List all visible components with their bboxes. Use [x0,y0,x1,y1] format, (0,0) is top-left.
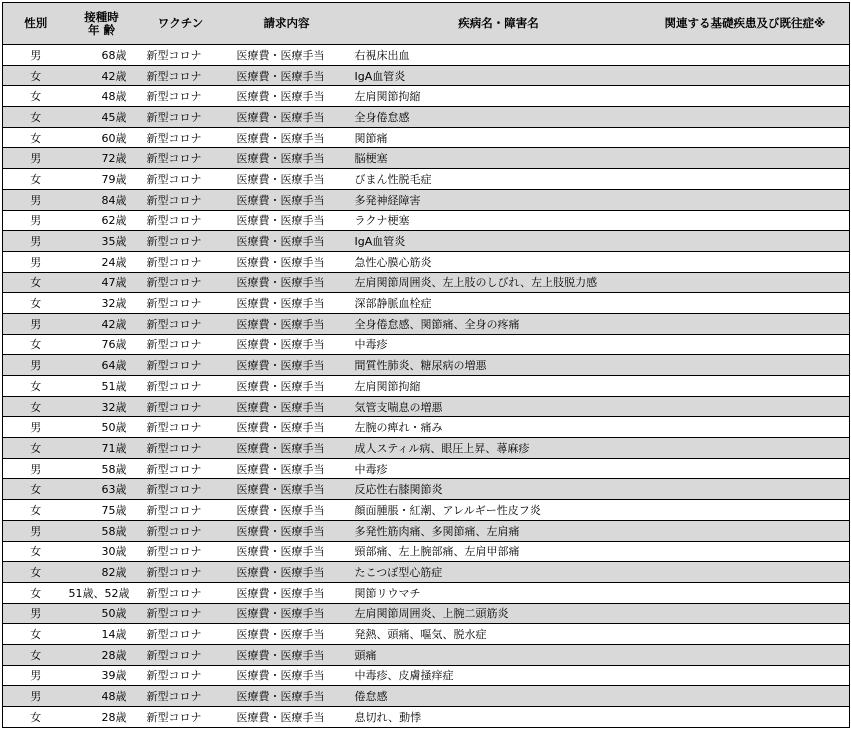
cell-vaccine: 新型コロナ [135,169,227,190]
cell-vaccine: 新型コロナ [135,334,227,355]
cell-claim: 医療費・医療手当 [227,334,347,355]
cell-vaccine: 新型コロナ [135,355,227,376]
table-row [3,396,850,417]
table-row [3,65,850,86]
cell-claim: 医療費・医療手当 [227,603,347,624]
cell-claim: 医療費・医療手当 [227,189,347,210]
cell-disease: 左肩関節拘縮 [347,376,651,397]
table-row [3,45,850,66]
table-row [3,644,850,665]
cell-sex: 男 [3,520,69,541]
cell-disease: 顔面腫脹・紅潮、アレルギー性皮フ炎 [347,500,651,521]
cell-vaccine: 新型コロナ [135,231,227,252]
cell-disease: 右視床出血 [347,45,651,66]
table-row [3,313,850,334]
cell-claim: 医療費・医療手当 [227,624,347,645]
cell-sex: 男 [3,210,69,231]
cell-underlying [651,438,850,459]
cell-sex: 女 [3,396,69,417]
table-row [3,541,850,562]
cell-sex: 男 [3,45,69,66]
cell-disease: 頸部痛、左上腕部痛、左肩甲部痛 [347,541,651,562]
table-row [3,562,850,583]
cell-claim: 医療費・医療手当 [227,376,347,397]
cell-underlying [651,520,850,541]
cell-disease: 多発神経障害 [347,189,651,210]
cell-age: 58歳 [69,458,135,479]
table-row [3,210,850,231]
table-row [3,355,850,376]
header-underlying: 関連する基礎疾患及び既往症※ [651,3,850,45]
cell-age: 72歳 [69,148,135,169]
cell-vaccine: 新型コロナ [135,65,227,86]
cell-age: 60歳 [69,127,135,148]
cell-vaccine: 新型コロナ [135,582,227,603]
cell-age: 32歳 [69,396,135,417]
cell-sex: 女 [3,562,69,583]
cell-claim: 医療費・医療手当 [227,107,347,128]
cell-vaccine: 新型コロナ [135,624,227,645]
cell-underlying [651,86,850,107]
cell-disease: びまん性脱毛症 [347,169,651,190]
cell-underlying [651,293,850,314]
cell-sex: 女 [3,500,69,521]
cell-sex: 男 [3,686,69,707]
header-sex: 性別 [3,3,69,45]
cell-age: 28歳 [69,644,135,665]
cell-vaccine: 新型コロナ [135,210,227,231]
cell-sex: 男 [3,148,69,169]
cell-disease: ラクナ梗塞 [347,210,651,231]
cell-sex: 女 [3,272,69,293]
cell-underlying [651,376,850,397]
cell-vaccine: 新型コロナ [135,562,227,583]
cell-claim: 医療費・医療手当 [227,45,347,66]
cell-sex: 女 [3,582,69,603]
cell-age: 35歳 [69,231,135,252]
cell-underlying [651,500,850,521]
cell-underlying [651,396,850,417]
cell-underlying [651,417,850,438]
cell-age: 50歳 [69,603,135,624]
table-row [3,376,850,397]
table-row [3,603,850,624]
cell-underlying [651,251,850,272]
table-row [3,334,850,355]
cell-sex: 女 [3,169,69,190]
cell-disease: 発熱、頭痛、嘔気、脱水症 [347,624,651,645]
cell-underlying [651,210,850,231]
table-row [3,500,850,521]
table-row [3,479,850,500]
table-row [3,127,850,148]
cell-disease: 成人スティル病、眼圧上昇、蕁麻疹 [347,438,651,459]
cell-age: 45歳 [69,107,135,128]
cell-claim: 医療費・医療手当 [227,355,347,376]
cell-vaccine: 新型コロナ [135,251,227,272]
table-row [3,107,850,128]
cell-vaccine: 新型コロナ [135,127,227,148]
cell-claim: 医療費・医療手当 [227,231,347,252]
cell-vaccine: 新型コロナ [135,541,227,562]
cell-disease: 反応性右膝関節炎 [347,479,651,500]
table-row [3,272,850,293]
table-row [3,169,850,190]
table-row [3,624,850,645]
cell-underlying [651,562,850,583]
table-row [3,189,850,210]
table-row [3,686,850,707]
cell-sex: 女 [3,293,69,314]
cell-vaccine: 新型コロナ [135,396,227,417]
cell-age: 50歳 [69,417,135,438]
cell-age: 42歳 [69,313,135,334]
header-claim: 請求内容 [227,3,347,45]
cell-disease: 関節リウマチ [347,582,651,603]
cell-claim: 医療費・医療手当 [227,251,347,272]
cell-disease: 全身倦怠感 [347,107,651,128]
cell-underlying [651,45,850,66]
cell-age: 79歳 [69,169,135,190]
table-row [3,231,850,252]
cell-sex: 女 [3,624,69,645]
table-row [3,417,850,438]
cell-vaccine: 新型コロナ [135,148,227,169]
cell-underlying [651,148,850,169]
cell-vaccine: 新型コロナ [135,500,227,521]
cell-disease: 頭痛 [347,644,651,665]
relief-claims-table [2,2,850,728]
cell-sex: 女 [3,707,69,728]
cell-disease: 脳梗塞 [347,148,651,169]
cell-vaccine: 新型コロナ [135,458,227,479]
cell-sex: 女 [3,376,69,397]
cell-vaccine: 新型コロナ [135,45,227,66]
cell-disease: 急性心膜心筋炎 [347,251,651,272]
cell-vaccine: 新型コロナ [135,603,227,624]
table-row [3,148,850,169]
cell-sex: 女 [3,65,69,86]
cell-underlying [651,582,850,603]
cell-claim: 医療費・医療手当 [227,479,347,500]
table-row [3,458,850,479]
cell-age: 58歳 [69,520,135,541]
cell-claim: 医療費・医療手当 [227,520,347,541]
cell-age: 82歳 [69,562,135,583]
cell-underlying [651,231,850,252]
cell-underlying [651,272,850,293]
cell-sex: 男 [3,189,69,210]
cell-underlying [651,624,850,645]
cell-underlying [651,707,850,728]
cell-claim: 医療費・医療手当 [227,313,347,334]
cell-age: 48歳 [69,686,135,707]
cell-vaccine: 新型コロナ [135,665,227,686]
cell-claim: 医療費・医療手当 [227,665,347,686]
cell-underlying [651,458,850,479]
cell-vaccine: 新型コロナ [135,417,227,438]
cell-underlying [651,355,850,376]
table-body [3,45,850,728]
cell-age: 32歳 [69,293,135,314]
cell-sex: 女 [3,334,69,355]
cell-age: 75歳 [69,500,135,521]
cell-claim: 医療費・医療手当 [227,644,347,665]
cell-claim: 医療費・医療手当 [227,500,347,521]
cell-vaccine: 新型コロナ [135,313,227,334]
table-row [3,582,850,603]
cell-age: 63歳 [69,479,135,500]
cell-disease: 中毒疹、皮膚掻痒症 [347,665,651,686]
cell-disease: 関節痛 [347,127,651,148]
table-row [3,293,850,314]
cell-claim: 医療費・医療手当 [227,458,347,479]
cell-sex: 男 [3,355,69,376]
cell-claim: 医療費・医療手当 [227,169,347,190]
cell-vaccine: 新型コロナ [135,189,227,210]
cell-age: 51歳 [69,376,135,397]
cell-claim: 医療費・医療手当 [227,272,347,293]
cell-vaccine: 新型コロナ [135,686,227,707]
table-row [3,438,850,459]
cell-sex: 男 [3,417,69,438]
cell-vaccine: 新型コロナ [135,479,227,500]
cell-claim: 医療費・医療手当 [227,210,347,231]
header-vaccine: ワクチン [135,3,227,45]
table-row [3,251,850,272]
cell-sex: 男 [3,603,69,624]
cell-claim: 医療費・医療手当 [227,541,347,562]
cell-underlying [651,169,850,190]
cell-claim: 医療費・医療手当 [227,582,347,603]
cell-disease: 中毒疹 [347,334,651,355]
cell-underlying [651,686,850,707]
header-age-line2: 年 齢 [87,22,115,37]
cell-sex: 女 [3,86,69,107]
cell-sex: 女 [3,107,69,128]
cell-sex: 男 [3,458,69,479]
cell-age: 14歳 [69,624,135,645]
cell-sex: 女 [3,541,69,562]
cell-sex: 男 [3,251,69,272]
cell-age: 42歳 [69,65,135,86]
cell-sex: 男 [3,231,69,252]
cell-vaccine: 新型コロナ [135,376,227,397]
cell-disease: 中毒疹 [347,458,651,479]
cell-underlying [651,189,850,210]
cell-claim: 医療費・医療手当 [227,293,347,314]
cell-sex: 女 [3,127,69,148]
table-row [3,707,850,728]
cell-disease: IgA血管炎 [347,65,651,86]
cell-claim: 医療費・医療手当 [227,396,347,417]
cell-disease: 左肩関節周囲炎、上腕二頭筋炎 [347,603,651,624]
cell-underlying [651,603,850,624]
cell-vaccine: 新型コロナ [135,272,227,293]
cell-age: 39歳 [69,665,135,686]
cell-sex: 女 [3,644,69,665]
cell-claim: 医療費・医療手当 [227,438,347,459]
cell-vaccine: 新型コロナ [135,86,227,107]
cell-disease: 息切れ、動悸 [347,707,651,728]
cell-claim: 医療費・医療手当 [227,562,347,583]
cell-disease: 多発性筋肉痛、多関節痛、左肩痛 [347,520,651,541]
table-row [3,665,850,686]
cell-underlying [651,65,850,86]
cell-disease: 左腕の痺れ・痛み [347,417,651,438]
cell-age: 51歳、52歳 [69,582,135,603]
cell-disease: 左肩関節拘縮 [347,86,651,107]
cell-vaccine: 新型コロナ [135,438,227,459]
cell-age: 64歳 [69,355,135,376]
table-row [3,520,850,541]
cell-disease: 間質性肺炎、糖尿病の増悪 [347,355,651,376]
cell-age: 30歳 [69,541,135,562]
cell-sex: 男 [3,313,69,334]
cell-age: 48歳 [69,86,135,107]
cell-age: 24歳 [69,251,135,272]
cell-underlying [651,644,850,665]
header-row [3,3,850,45]
table-header [3,3,850,45]
cell-claim: 医療費・医療手当 [227,127,347,148]
cell-underlying [651,541,850,562]
cell-vaccine: 新型コロナ [135,644,227,665]
table-row [3,86,850,107]
header-disease: 疾病名・障害名 [347,3,651,45]
cell-vaccine: 新型コロナ [135,520,227,541]
cell-sex: 女 [3,438,69,459]
cell-claim: 医療費・医療手当 [227,707,347,728]
cell-disease: 深部静脈血栓症 [347,293,651,314]
cell-claim: 医療費・医療手当 [227,86,347,107]
cell-age: 62歳 [69,210,135,231]
cell-sex: 男 [3,665,69,686]
cell-age: 47歳 [69,272,135,293]
cell-claim: 医療費・医療手当 [227,417,347,438]
cell-age: 28歳 [69,707,135,728]
cell-underlying [651,107,850,128]
cell-underlying [651,479,850,500]
cell-age: 84歳 [69,189,135,210]
cell-disease: 左肩関節周囲炎、左上肢のしびれ、左上肢脱力感 [347,272,651,293]
cell-claim: 医療費・医療手当 [227,65,347,86]
cell-vaccine: 新型コロナ [135,707,227,728]
cell-sex: 女 [3,479,69,500]
cell-underlying [651,665,850,686]
cell-disease: たこつぼ型心筋症 [347,562,651,583]
cell-claim: 医療費・医療手当 [227,148,347,169]
cell-underlying [651,334,850,355]
header-age-line1: 接種時 [84,9,119,24]
header-age [69,3,135,45]
cell-vaccine: 新型コロナ [135,293,227,314]
cell-disease: IgA血管炎 [347,231,651,252]
cell-underlying [651,127,850,148]
cell-claim: 医療費・医療手当 [227,686,347,707]
cell-disease: 気管支喘息の増悪 [347,396,651,417]
cell-disease: 全身倦怠感、関節痛、全身の疼痛 [347,313,651,334]
cell-underlying [651,313,850,334]
cell-age: 68歳 [69,45,135,66]
cell-disease: 倦怠感 [347,686,651,707]
cell-vaccine: 新型コロナ [135,107,227,128]
cell-age: 76歳 [69,334,135,355]
cell-age: 71歳 [69,438,135,459]
